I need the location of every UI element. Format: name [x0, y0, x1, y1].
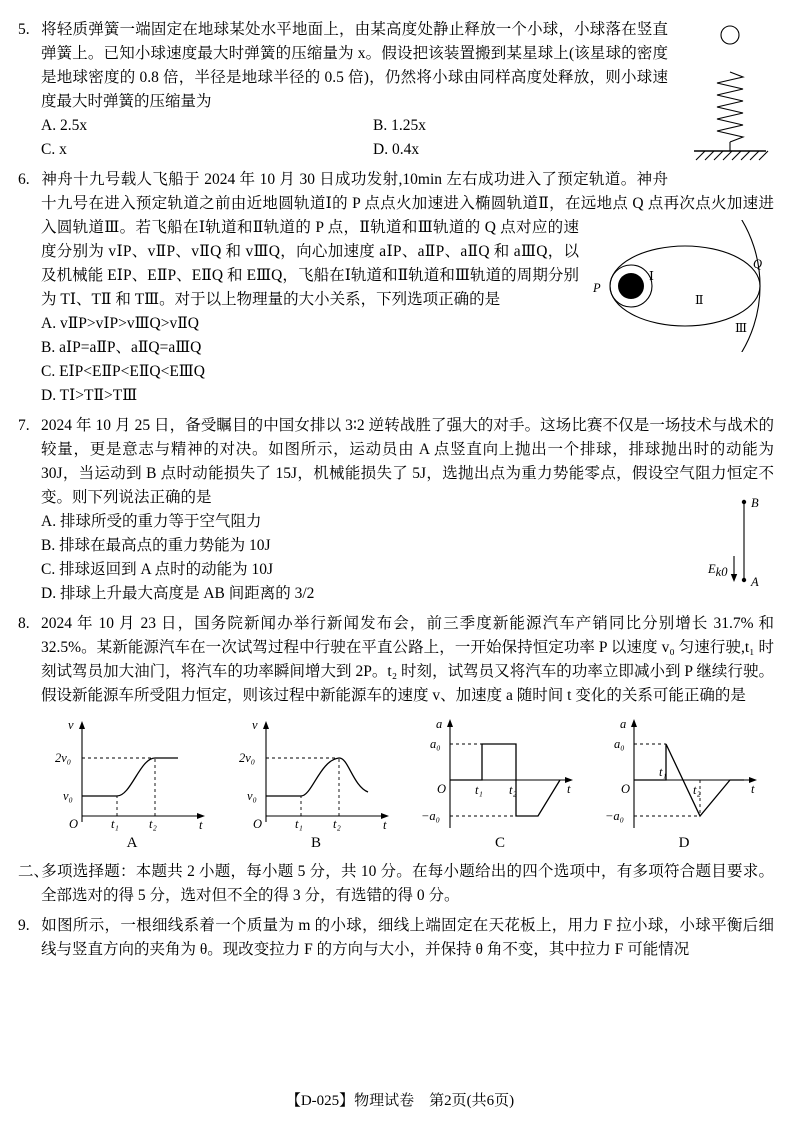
section-2-header [18, 860, 774, 908]
origin-label: O [69, 817, 79, 831]
option-b: B. 排球在最高点的重力势能为 10J [41, 537, 271, 554]
graph-caption: A [126, 835, 138, 851]
question-number: 7. [18, 417, 30, 434]
tick-2v0: 2v₀ [239, 751, 256, 765]
question-6 [18, 168, 774, 408]
answer-graphs [52, 716, 774, 852]
label-b: B [751, 496, 759, 510]
question-number: 8. [18, 615, 30, 632]
figure-orbits [589, 220, 774, 352]
label-orbit-2: Ⅱ [695, 293, 704, 307]
option-a: A. 排球所受的重力等于空气阻力 [41, 513, 262, 530]
graph-option-b [236, 716, 396, 852]
point-b-dot [742, 500, 746, 504]
options-q7 [41, 510, 774, 606]
question-7 [18, 414, 774, 606]
tick-t2: t₂ [693, 783, 701, 797]
y-axis-label: a [620, 717, 627, 731]
option-d: D. 排球上升最大高度是 AB 间距离的 3/2 [41, 585, 315, 602]
question-text-part1: 神舟十九号载人飞船于 2024 年 10 月 30 日成功发射,10min 左右成功进入了预定轨道。神舟十九号在进入预定轨道之前由近地圆轨道Ⅰ的 P 点点火加速进入椭圆轨道Ⅱ，在远地点 Q 点再次点火加速进入圆轨道Ⅲ。 [41, 171, 774, 236]
question-number: 9. [18, 917, 30, 934]
question-text-part2: 若飞船在Ⅰ轨道和Ⅱ轨道的 P 点，Ⅱ轨道和Ⅲ轨道的 Q 点对应的速度分别为 vⅠP、vⅡP、vⅡQ 和 vⅢQ，向心加速度 aⅠP、aⅡP、aⅡQ 和 aⅢQ，以及机械能 EⅠP、EⅡP、EⅡQ 和 EⅢQ，飞船在Ⅰ轨道和Ⅱ轨道和Ⅲ轨道的周期分别为 TⅠ、TⅡ 和 TⅢ。对于以上物理量的大小关系，下列选项正确的是 [41, 219, 579, 308]
tick-t1: t₁ [111, 817, 119, 831]
label-p: P [593, 281, 601, 295]
label-q: Q [753, 257, 763, 271]
origin-label: O [253, 817, 263, 831]
x-axis-label: t [199, 818, 203, 832]
label-orbit-3: Ⅲ [735, 321, 748, 335]
question-8 [18, 612, 774, 852]
question-text: 2024 年 10 月 23 日，国务院新闻办举行新闻发布会，前三季度新能源汽车产销同比分别增长 31.7% 和 32.5%。某新能源汽车在一次试驾过程中行驶在平直公路上，一开始保持恒定功率 P 以速度 v₀ 匀速行驶,t₁ 时刻试驾员加大油门，将汽车的功率瞬间增大到 2P。t₂ 时刻，试驾员又将汽车的功率立即减小到 P 继续行驶。假设新能源车所受阻力恒定，则该过程中新能源车的速度 v、加速度 a 随时间 t 变化的关系可能正确的是 [41, 615, 774, 704]
option-d: D. TⅠ>TⅡ>TⅢ [41, 387, 138, 404]
tick-a0: a₀ [430, 737, 441, 751]
a-t-graph-d [604, 716, 764, 834]
graph-option-c [420, 716, 580, 852]
page-footer: 【D-025】物理试卷 第2页(共6页) [285, 1093, 515, 1109]
option-b: B. aⅠP=aⅡP、aⅡQ=aⅢQ [41, 339, 202, 356]
origin-label: O [437, 782, 447, 796]
ball-icon [721, 26, 739, 44]
planet-icon [618, 273, 644, 299]
tick-t1: t₁ [659, 765, 667, 779]
y-axis-label: v [68, 718, 74, 732]
tick-v0: v₀ [63, 789, 73, 803]
option-c: C. EⅠP<EⅡP<EⅡQ<EⅢQ [41, 363, 205, 380]
tick-t2: t₂ [333, 817, 341, 831]
x-axis-label: t [383, 818, 387, 832]
question-text: 2024 年 10 月 25 日，备受瞩目的中国女排以 3∶2 逆转战胜了强大的对手。这场比赛不仅是一场技术与战术的较量，更是意志与精神的对决。如图所示，运动员由 A 点竖直向上抛出一个排球，排球抛出时的动能为 30J，当运动到 B 点时动能损失了 15J，机械能损失了 5J，选抛出点为重力势能零点，假设空气阻力恒定不变。则下列说法正确的是 [41, 417, 774, 506]
graph-caption: C [494, 835, 505, 851]
options-q5 [41, 114, 668, 162]
tick-a0: a₀ [614, 737, 625, 751]
graph-caption: D [678, 835, 690, 851]
v-t-graph-a [52, 716, 212, 834]
question-text: 如图所示，一根细线系着一个质量为 m 的小球，细线上端固定在天花板上，用力 F 拉小球，小球平衡后细线与竖直方向的夹角为 θ。现改变拉力 F 的方向与大小，并保持 θ 角不变，其中拉力 F 可能情况 [41, 917, 774, 958]
tick-t2: t₂ [149, 817, 157, 831]
point-a-dot [742, 578, 746, 582]
tick-t1: t₁ [475, 783, 483, 797]
option-c: C. 排球返回到 A 点时的动能为 10J [41, 561, 274, 578]
option-a: A. vⅡP>vⅠP>vⅢQ>vⅡQ [41, 315, 199, 332]
x-axis-label: t [751, 782, 755, 796]
option-b: B. 1.25x [373, 117, 426, 134]
y-axis-label: v [252, 718, 258, 732]
spring-coil [717, 72, 743, 142]
label-orbit-1: Ⅰ [649, 269, 654, 283]
section-number: 二、 [18, 863, 50, 880]
label-ek0: Ek0 [708, 562, 728, 579]
tick-2v0: 2v₀ [55, 751, 72, 765]
label-a: A [751, 575, 759, 589]
graph-option-d [604, 716, 764, 852]
option-a: A. 2.5x [41, 117, 88, 134]
energy-arrowhead [731, 574, 737, 582]
option-c: C. x [41, 141, 67, 158]
option-d: D. 0.4x [373, 141, 420, 158]
tick-neg-a0: −a₀ [605, 809, 625, 823]
figure-vertical-throw [706, 486, 764, 598]
question-text: 将轻质弹簧一端固定在地球某处水平地面上，由某高度处静止释放一个小球，小球落在竖直弹簧上。已知小球速度最大时弹簧的压缩量为 x。假设把该装置搬到某星球上(该星球的密度是地球密度的 0.8 倍，半径是地球半径的 0.5 倍)，仍然将小球由同样高度处释放，则小球速度最大时弹簧的压缩量为 [41, 21, 668, 110]
section-instructions: 多项选择题：本题共 2 小题，每小题 5 分，共 10 分。在每小题给出的四个选项中，有多项符合题目要求。全部选对的得 5 分，选对但不全的得 3 分，有选错的得 0 分。 [41, 863, 774, 904]
y-axis-label: a [436, 717, 443, 731]
tick-t2: t₂ [509, 783, 517, 797]
figure-spring-ball [680, 20, 772, 172]
a-t-graph-c [420, 716, 580, 834]
tick-neg-a0: −a₀ [421, 809, 441, 823]
graph-caption: B [310, 835, 321, 851]
tick-v0: v₀ [247, 789, 257, 803]
question-number: 6. [18, 171, 30, 188]
question-9 [18, 914, 774, 962]
v-t-graph-b [236, 716, 396, 834]
ground-hatching [696, 151, 768, 160]
origin-label: O [621, 782, 631, 796]
graph-option-a [52, 716, 212, 852]
tick-t1: t₁ [295, 817, 303, 831]
x-axis-label: t [567, 782, 571, 796]
question-5 [18, 18, 774, 162]
question-number: 5. [18, 21, 30, 38]
